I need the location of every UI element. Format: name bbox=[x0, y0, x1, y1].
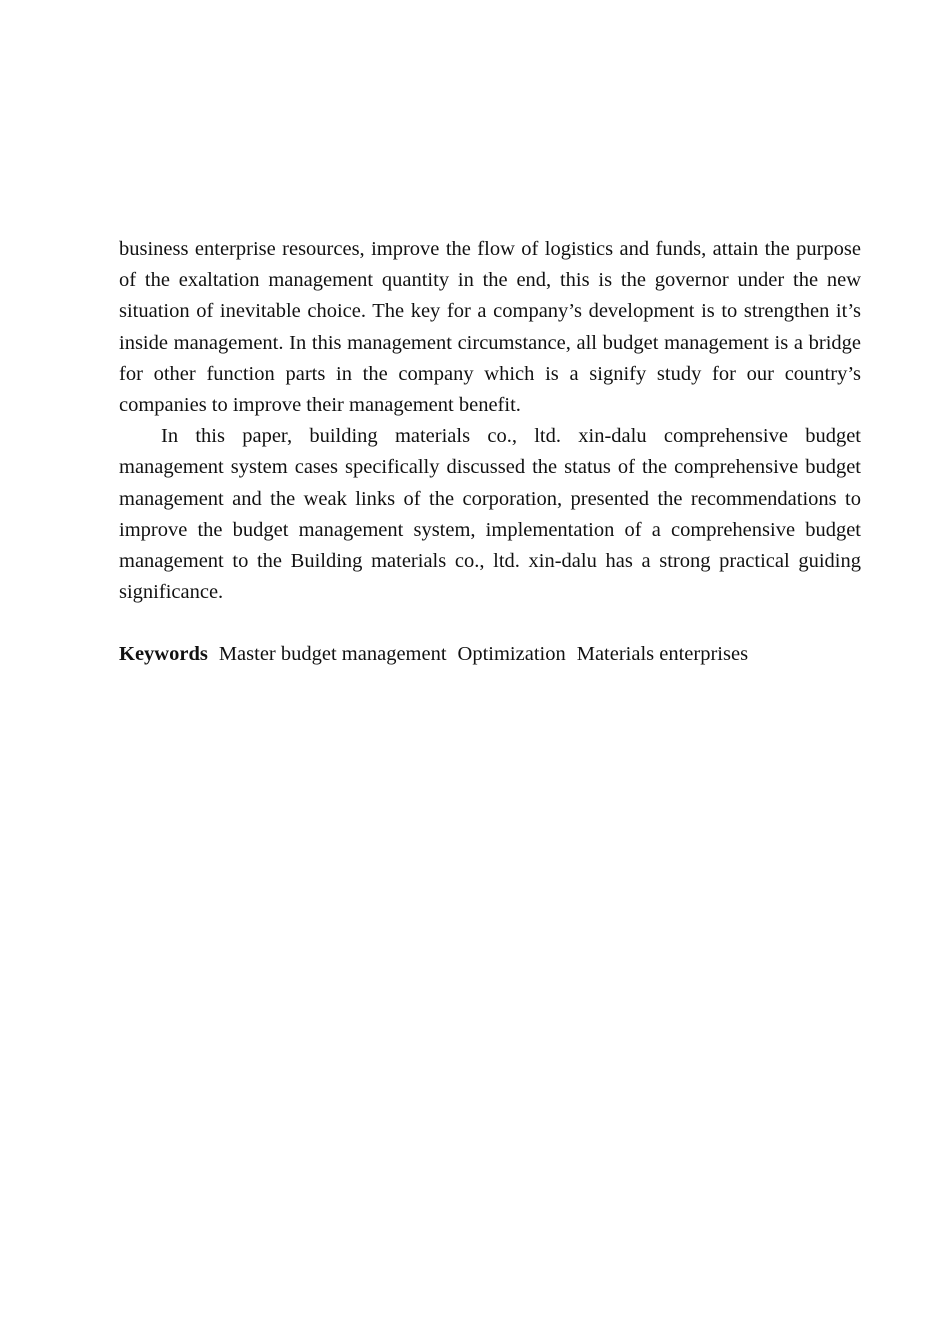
abstract-paragraph-2: In this paper, building materials co., ltd. xin-dalu comprehensive budget management system cases specifically discussed the status of the comprehensive budget management and the weak links of the corporation, presented the recommendations to improve the budget management system, implementation of a comprehensive budget management to the Building materials co., ltd. xin-dalu has a strong practical guiding significance. bbox=[119, 425, 861, 604]
keywords-line bbox=[119, 639, 861, 670]
keyword-item: Materials enterprises bbox=[576, 643, 749, 666]
abstract-paragraph-1: business enterprise resources, improve the flow of logistics and funds, attain the purpose of the exaltation management quantity in the end, this is the governor under the new situation of inevitable choice. The key for a company’s development is to strengthen it’s inside management. In this management circumstance, all budget management is a bridge for other function parts in the company which is a signify study for our country’s companies to improve their management benefit. bbox=[119, 238, 861, 417]
keyword-item: Master budget management bbox=[218, 643, 447, 666]
keywords-label: Keywords bbox=[119, 643, 208, 666]
keyword-item: Optimization bbox=[457, 643, 566, 666]
abstract-body bbox=[119, 234, 861, 671]
